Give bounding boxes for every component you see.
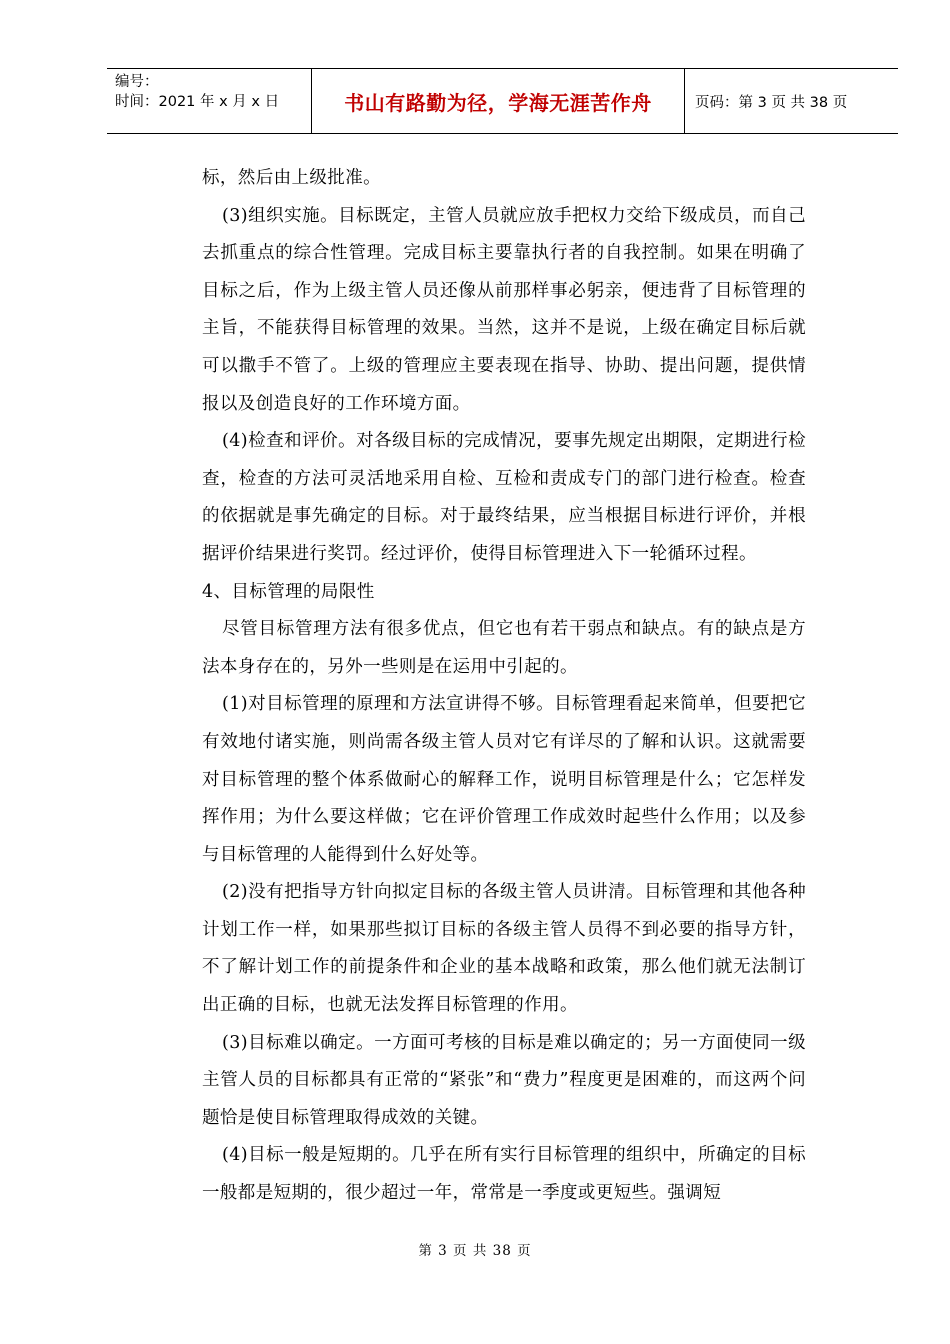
header-motto: 书山有路勤为径，学海无涯苦作舟 (312, 69, 685, 133)
paragraph-continuation: 标，然后由上级批准。 (202, 168, 381, 188)
paragraph-limitation-1: (1)对目标管理的原理和方法宣讲得不够。目标管理看起来简单，但要把它有效地付诸实施，则尚需各级主管人员对它有详尽的了解和认识。这就需要对目标管理的整个体系做耐心的解释工作，说明目标管理是什么；它怎样发挥作用；为什么要这样做；它在评价管理工作成效时起些什么作用；以及参与目标管理的人能得到什么好处等。 (202, 694, 806, 865)
header-page-info: 页码：第 3 页 共 38 页 (695, 94, 848, 111)
paragraph-intro: 尽管目标管理方法有很多优点，但它也有若干弱点和缺点。有的缺点是方法本身存在的，另外一些则是在运用中引起的。 (202, 619, 806, 677)
paragraph-limitation-4: (4)目标一般是短期的。几乎在所有实行目标管理的组织中，所确定的目标一般都是短期的，很少超过一年，常常是一季度或更短些。强调短 (202, 1145, 806, 1204)
paragraph-limitation-2: (2)没有把指导方针向拟定目标的各级主管人员讲清。目标管理和其他各种计划工作一样，如果那些拟订目标的各级主管人员得不到必要的指导方针，不了解计划工作的前提条件和企业的基本战略和政策，那么他们就无法制订出正确的目标，也就无法发挥目标管理的作用。 (202, 882, 806, 1016)
section-heading: 4、目标管理的局限性 (202, 581, 375, 602)
paragraph-review: (4)检查和评价。对各级目标的完成情况，要事先规定出期限，定期进行检查，检查的方法可灵活地采用自检、互检和责成专门的部门进行检查。检查的依据就是事先确定的目标。对于最终结果，应当根据目标进行评价，并根据评价结果进行奖罚。经过评价，使得目标管理进入下一轮循环过程。 (202, 431, 806, 564)
document-number-label: 编号： (115, 74, 159, 90)
document-date: 时间：2021 年 x 月 x 日 (115, 94, 280, 110)
page-footer: 第 3 页 共 38 页 (418, 1243, 532, 1259)
header-meta (107, 69, 312, 133)
paragraph-implementation: (3)组织实施。目标既定，主管人员就应放手把权力交给下级成员，而自己去抓重点的综合性管理。完成目标主要靠执行者的自我控制。如果在明确了目标之后，作为上级主管人员还像从前那样事必躬亲，便违背了目标管理的主旨，不能获得目标管理的效果。当然，这并不是说，上级在确定目标后就可以撒手不管了。上级的管理应主要表现在指导、协助、提出问题，提供情报以及创造良好的工作环境方面。 (202, 205, 806, 414)
document-body (202, 160, 806, 1213)
page-header (107, 68, 898, 134)
paragraph-limitation-3: (3)目标难以确定。一方面可考核的目标是难以确定的；另一方面使同一级主管人员的目标都具有正常的“紧张”和“费力”程度更是困难的，而这两个问题恰是使目标管理取得成效的关键。 (202, 1032, 806, 1128)
